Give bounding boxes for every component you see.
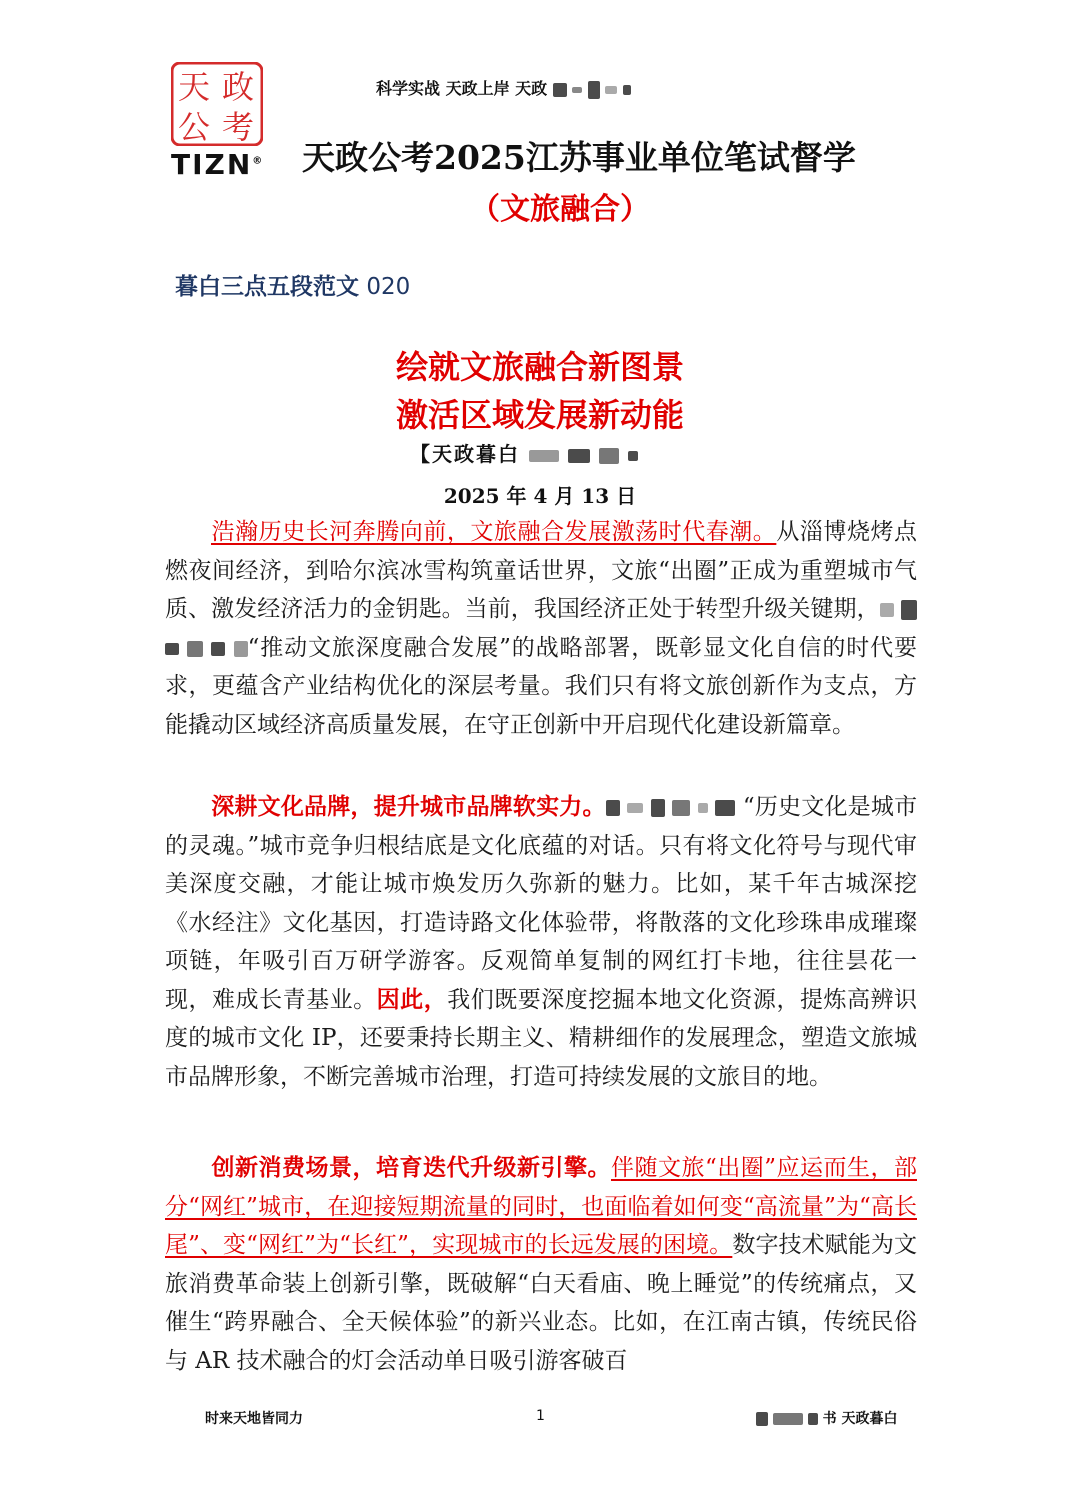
logo-char-2: 政 bbox=[221, 68, 255, 106]
byline bbox=[410, 438, 638, 467]
byline-text: 【天政暮白 bbox=[410, 442, 520, 466]
essay-date: 2025 年 4 月 13 日 bbox=[443, 484, 637, 508]
redacted-mark bbox=[756, 1412, 768, 1426]
redacted-mark bbox=[672, 800, 690, 816]
redacted-mark bbox=[627, 803, 643, 813]
paragraph-3 bbox=[165, 1149, 917, 1380]
tagline-text: 科学实战 天政上岸 天政 bbox=[376, 79, 548, 98]
series-name: 暮白三点五段范文 bbox=[175, 274, 359, 300]
redacted-mark bbox=[165, 643, 179, 655]
paragraph-2 bbox=[165, 788, 917, 1096]
redacted-mark bbox=[773, 1413, 803, 1425]
header-tagline bbox=[376, 76, 631, 99]
paragraph-2-connector: 因此， bbox=[376, 986, 448, 1013]
paragraph-1-lead: 浩瀚历史长河奔腾向前，文旅融合发展激荡时代春潮。 bbox=[211, 519, 777, 545]
redacted-mark bbox=[211, 642, 225, 656]
redacted-mark bbox=[588, 81, 600, 99]
redacted-mark bbox=[808, 1413, 818, 1425]
paragraph-2-text-a: “历史文化是城市的灵魂。”城市竞争归根结底是文化底蕴的对话。只有将文化符号与现代审美深度交融，才能让城市焕发历久弥新的魅力。比如，某千年古城深挖《水经注》文化基因，打造诗路文化体验带，将散落的文化珍珠串成璀璨项链，年吸引百万研学游客。反观简单复制的网红打卡地，往往昙花一现，难成长青基业。 bbox=[165, 794, 918, 1013]
redacted-mark bbox=[605, 86, 617, 94]
redacted-mark bbox=[529, 450, 559, 462]
redacted-mark bbox=[698, 803, 708, 813]
paragraph-1-text-b: “推动文旅深度融合发展”的战略部署，既彰显文化自信的时代要求，更蕴含产业结构优化的深层考量。我们只有将文旅创新作为支点，方能撬动区域经济高质量发展，在守正创新中开启现代化建设新篇章。 bbox=[165, 634, 917, 738]
footer-motto: 时来天地皆同力 bbox=[205, 1411, 303, 1427]
logo-char-4: 考 bbox=[221, 108, 255, 146]
logo-wordmark bbox=[171, 148, 271, 181]
paragraph-2-text-b: 我们既要深度挖掘本地文化资源，提炼高辨识度的城市文化 IP，还要秉持长期主义、精耕细作的发展理念，塑造文旅城市品牌形象，不断完善城市治理，打造可持续发展的文旅目的地。 bbox=[165, 986, 918, 1090]
page-number: 1 bbox=[536, 1408, 545, 1424]
redacted-mark bbox=[572, 87, 582, 93]
footer-right-text: 书 天政暮白 bbox=[822, 1411, 898, 1427]
essay-title-line-1: 绘就文旅融合新图景 bbox=[395, 348, 684, 386]
tizn-logo bbox=[163, 62, 273, 180]
series-label bbox=[175, 268, 410, 301]
paragraph-3-text: 数字技术赋能为文旅消费革命装上创新引擎，既破解“白天看庙、晚上睡觉”的传统痛点，又催生“跨界融合、全天候体验”的新兴业态。比如，在江南古镇，传统民俗与 AR 技术融合的灯会活动单日吸引游客破百 bbox=[165, 1232, 918, 1374]
redacted-mark bbox=[623, 85, 631, 95]
page-subtitle: （文旅融合） bbox=[470, 192, 650, 227]
redacted-mark bbox=[715, 800, 735, 816]
redacted-mark bbox=[651, 799, 665, 817]
paragraph-1 bbox=[165, 513, 917, 744]
seal-logo-icon bbox=[171, 62, 263, 146]
redacted-mark bbox=[553, 83, 567, 97]
series-number: 020 bbox=[366, 274, 411, 300]
redacted-mark bbox=[599, 448, 619, 464]
redacted-mark bbox=[880, 603, 894, 617]
registered-mark: ® bbox=[252, 155, 265, 167]
paragraph-1-text-a: 从淄博烧烤点燃夜间经济，到哈尔滨冰雪构筑童话世界，文旅“出圈”正成为重塑城市气质、激发经济活力的金钥匙。当前，我国经济正处于转型升级关键期， bbox=[165, 519, 918, 622]
logo-char-1: 天 bbox=[177, 68, 211, 106]
essay-title-line-2: 激活区域发展新动能 bbox=[395, 396, 684, 434]
logo-text: TIZN bbox=[171, 148, 253, 181]
page-title: 天政公考2025江苏事业单位笔试督学 bbox=[302, 138, 856, 177]
paragraph-2-lead: 深耕文化品牌，提升城市品牌软实力。 bbox=[211, 794, 606, 820]
paragraph-3-lead: 创新消费场景，培育迭代升级新引擎。 bbox=[211, 1155, 611, 1181]
footer-right bbox=[756, 1408, 898, 1428]
logo-char-3: 公 bbox=[177, 108, 211, 146]
redacted-mark bbox=[901, 600, 917, 620]
redacted-mark bbox=[568, 449, 590, 463]
redacted-mark bbox=[234, 641, 248, 657]
redacted-mark bbox=[606, 800, 620, 816]
redacted-mark bbox=[628, 451, 638, 461]
redacted-mark bbox=[187, 641, 203, 657]
paragraph-3-underlined: 伴随文旅“出圈”应运而生，部分“网红”城市，在迎接短期流量的同时，也面临着如何变“高流量”为“高长尾”、变“网红”为“长红”，实现城市的长远发展的困境。 bbox=[165, 1155, 917, 1258]
